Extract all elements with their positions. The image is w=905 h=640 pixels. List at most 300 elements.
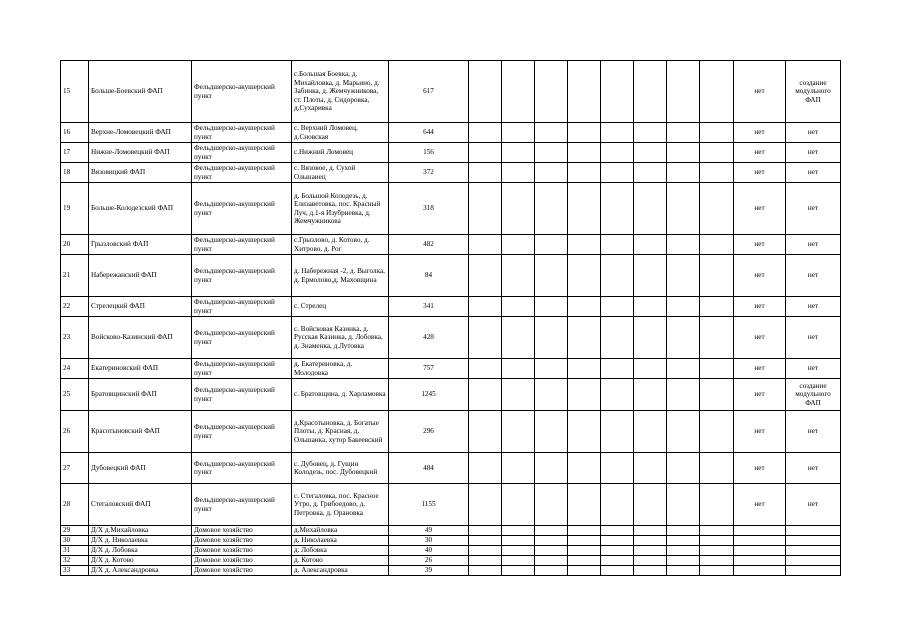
facility-name: Д/Х д.Михайловка xyxy=(89,526,192,536)
plan-cell: нет xyxy=(786,317,841,359)
plan-cell: нет xyxy=(786,163,841,183)
blank-cell xyxy=(469,143,502,163)
population: 84 xyxy=(389,255,469,297)
served-localities: с. Братовщина, д. Харламовка xyxy=(292,379,389,411)
blank-cell xyxy=(568,484,601,526)
plan-cell: нет xyxy=(786,123,841,143)
plan-cell: нет xyxy=(786,453,841,484)
table-row xyxy=(61,526,841,536)
population: 49 xyxy=(389,526,469,536)
facility-type: Домовое хозяйство xyxy=(192,566,292,576)
blank-cell xyxy=(469,484,502,526)
plan-cell xyxy=(786,566,841,576)
blank-cell xyxy=(667,359,700,379)
blank-cell xyxy=(601,546,634,556)
status-cell: нет xyxy=(734,163,786,183)
blank-cell xyxy=(568,526,601,536)
served-localities: с. Стегаловка, пос. Красное Утро, д. Грибоедово, д. Петровка, д. Орановка xyxy=(292,484,389,526)
blank-cell xyxy=(700,143,734,163)
blank-cell xyxy=(502,453,535,484)
blank-cell xyxy=(535,379,568,411)
blank-cell xyxy=(700,61,734,123)
table-row xyxy=(61,255,841,297)
table-body xyxy=(61,61,841,576)
blank-cell xyxy=(601,359,634,379)
blank-cell xyxy=(568,379,601,411)
plan-cell: нет xyxy=(786,143,841,163)
facility-type: Домовое хозяйство xyxy=(192,556,292,566)
blank-cell xyxy=(700,317,734,359)
blank-cell xyxy=(502,379,535,411)
blank-cell xyxy=(700,453,734,484)
facility-name: Верхне-Ломовецкий ФАП xyxy=(89,123,192,143)
blank-cell xyxy=(634,566,667,576)
blank-cell xyxy=(535,411,568,453)
served-localities: с.Грызлово, д. Котово, д. Хитрово, д. Рог xyxy=(292,235,389,255)
blank-cell xyxy=(667,453,700,484)
blank-cell xyxy=(469,556,502,566)
table-row xyxy=(61,163,841,183)
blank-cell xyxy=(568,255,601,297)
row-number: 27 xyxy=(61,453,89,484)
blank-cell xyxy=(700,484,734,526)
blank-cell xyxy=(535,484,568,526)
served-localities: с.Большая Боевка, д. Михайловка, д. Марьино, д. Забинка, д. Жемчужникова, ст. Плоты, д. Сидоровка, д.Сухаривка xyxy=(292,61,389,123)
population: 482 xyxy=(389,235,469,255)
blank-cell xyxy=(667,317,700,359)
blank-cell xyxy=(502,556,535,566)
blank-cell xyxy=(700,556,734,566)
blank-cell xyxy=(601,61,634,123)
facilities-table xyxy=(60,60,841,576)
table-row xyxy=(61,546,841,556)
blank-cell xyxy=(700,255,734,297)
blank-cell xyxy=(700,359,734,379)
facility-type: Фельдшерско-акушерский пункт xyxy=(192,297,292,317)
blank-cell xyxy=(601,526,634,536)
row-number: 20 xyxy=(61,235,89,255)
blank-cell xyxy=(568,235,601,255)
row-number: 32 xyxy=(61,556,89,566)
status-cell xyxy=(734,546,786,556)
blank-cell xyxy=(601,317,634,359)
blank-cell xyxy=(568,297,601,317)
blank-cell xyxy=(700,536,734,546)
blank-cell xyxy=(502,566,535,576)
blank-cell xyxy=(535,536,568,546)
population: 617 xyxy=(389,61,469,123)
blank-cell xyxy=(667,255,700,297)
blank-cell xyxy=(535,317,568,359)
blank-cell xyxy=(469,453,502,484)
blank-cell xyxy=(469,255,502,297)
blank-cell xyxy=(535,453,568,484)
facility-type: Домовое хозяйство xyxy=(192,536,292,546)
status-cell: нет xyxy=(734,143,786,163)
facility-type: Фельдшерско-акушерский пункт xyxy=(192,317,292,359)
blank-cell xyxy=(469,317,502,359)
row-number: 21 xyxy=(61,255,89,297)
blank-cell xyxy=(535,61,568,123)
facility-name: Грызловский ФАП xyxy=(89,235,192,255)
blank-cell xyxy=(634,484,667,526)
blank-cell xyxy=(502,484,535,526)
plan-cell xyxy=(786,546,841,556)
blank-cell xyxy=(502,163,535,183)
blank-cell xyxy=(469,546,502,556)
blank-cell xyxy=(568,566,601,576)
served-localities: д. Котово xyxy=(292,556,389,566)
blank-cell xyxy=(535,235,568,255)
facility-type: Фельдшерско-акушерский пункт xyxy=(192,143,292,163)
row-number: 16 xyxy=(61,123,89,143)
blank-cell xyxy=(469,297,502,317)
table-row xyxy=(61,379,841,411)
facility-name: Дубовецкий ФАП xyxy=(89,453,192,484)
blank-cell xyxy=(535,359,568,379)
blank-cell xyxy=(469,536,502,546)
blank-cell xyxy=(601,453,634,484)
table-row xyxy=(61,453,841,484)
facility-name: Д/Х д. Котово xyxy=(89,556,192,566)
row-number: 22 xyxy=(61,297,89,317)
population: 39 xyxy=(389,566,469,576)
blank-cell xyxy=(535,546,568,556)
status-cell xyxy=(734,526,786,536)
blank-cell xyxy=(667,183,700,235)
facility-type: Фельдшерско-акушерский пункт xyxy=(192,163,292,183)
plan-cell: создание модульного ФАП xyxy=(786,379,841,411)
facility-name: Д/Х д. Николаевка xyxy=(89,536,192,546)
blank-cell xyxy=(667,297,700,317)
facility-name: Д/Х д. Александровка xyxy=(89,566,192,576)
blank-cell xyxy=(634,297,667,317)
blank-cell xyxy=(601,411,634,453)
blank-cell xyxy=(502,143,535,163)
blank-cell xyxy=(667,235,700,255)
facility-name: Нижне-Ломовецкий ФАП xyxy=(89,143,192,163)
blank-cell xyxy=(700,379,734,411)
facility-name: Екатериновский ФАП xyxy=(89,359,192,379)
blank-cell xyxy=(502,526,535,536)
table-row xyxy=(61,536,841,546)
blank-cell xyxy=(502,61,535,123)
facility-type: Домовое хозяйство xyxy=(192,526,292,536)
blank-cell xyxy=(634,123,667,143)
facility-type: Фельдшерско-акушерский пункт xyxy=(192,61,292,123)
population: 1245 xyxy=(389,379,469,411)
table-row xyxy=(61,484,841,526)
row-number: 24 xyxy=(61,359,89,379)
blank-cell xyxy=(634,526,667,536)
table-row xyxy=(61,566,841,576)
blank-cell xyxy=(601,484,634,526)
facility-type: Фельдшерско-акушерский пункт xyxy=(192,411,292,453)
row-number: 23 xyxy=(61,317,89,359)
status-cell: нет xyxy=(734,235,786,255)
blank-cell xyxy=(568,317,601,359)
blank-cell xyxy=(535,255,568,297)
row-number: 18 xyxy=(61,163,89,183)
blank-cell xyxy=(502,183,535,235)
blank-cell xyxy=(568,453,601,484)
blank-cell xyxy=(634,255,667,297)
facility-name: Д/Х д. Лобовка xyxy=(89,546,192,556)
table-row xyxy=(61,556,841,566)
population: 757 xyxy=(389,359,469,379)
plan-cell: нет xyxy=(786,255,841,297)
blank-cell xyxy=(667,163,700,183)
served-localities: д. Набережная -2, д. Выголка, д. Ермолово,д. Маховщина xyxy=(292,255,389,297)
blank-cell xyxy=(634,536,667,546)
table-row xyxy=(61,143,841,163)
blank-cell xyxy=(634,317,667,359)
status-cell: нет xyxy=(734,359,786,379)
blank-cell xyxy=(502,255,535,297)
table-row xyxy=(61,61,841,123)
blank-cell xyxy=(700,297,734,317)
served-localities: д.Михайловка xyxy=(292,526,389,536)
facility-name: Набережанский ФАП xyxy=(89,255,192,297)
served-localities: д. Екатериновка, д. Молодовка xyxy=(292,359,389,379)
facility-type: Фельдшерско-акушерский пункт xyxy=(192,453,292,484)
blank-cell xyxy=(601,143,634,163)
facility-type: Домовое хозяйство xyxy=(192,546,292,556)
status-cell: нет xyxy=(734,123,786,143)
population: 644 xyxy=(389,123,469,143)
status-cell: нет xyxy=(734,61,786,123)
served-localities: с. Дубовец, д. Гущин Колодезь, пос. Дубовецкий xyxy=(292,453,389,484)
blank-cell xyxy=(634,411,667,453)
row-number: 28 xyxy=(61,484,89,526)
blank-cell xyxy=(568,143,601,163)
table-row xyxy=(61,297,841,317)
blank-cell xyxy=(535,526,568,536)
plan-cell: создание модульного ФАП xyxy=(786,61,841,123)
blank-cell xyxy=(469,163,502,183)
blank-cell xyxy=(634,61,667,123)
plan-cell: нет xyxy=(786,484,841,526)
status-cell xyxy=(734,566,786,576)
plan-cell xyxy=(786,536,841,546)
blank-cell xyxy=(535,163,568,183)
blank-cell xyxy=(601,297,634,317)
population: 372 xyxy=(389,163,469,183)
blank-cell xyxy=(502,235,535,255)
blank-cell xyxy=(634,143,667,163)
plan-cell: нет xyxy=(786,359,841,379)
blank-cell xyxy=(601,183,634,235)
status-cell: нет xyxy=(734,317,786,359)
table-row xyxy=(61,317,841,359)
row-number: 33 xyxy=(61,566,89,576)
blank-cell xyxy=(700,526,734,536)
plan-cell: нет xyxy=(786,235,841,255)
facility-type: Фельдшерско-акушерский пункт xyxy=(192,183,292,235)
blank-cell xyxy=(667,566,700,576)
blank-cell xyxy=(469,183,502,235)
table-row xyxy=(61,123,841,143)
status-cell: нет xyxy=(734,484,786,526)
served-localities: с. Войсковая Казинка, д. Русская Казинка, д. Лобовка, д. Знаменка, д.Лутовка xyxy=(292,317,389,359)
blank-cell xyxy=(700,163,734,183)
blank-cell xyxy=(568,61,601,123)
status-cell xyxy=(734,536,786,546)
blank-cell xyxy=(502,317,535,359)
blank-cell xyxy=(535,183,568,235)
blank-cell xyxy=(535,123,568,143)
blank-cell xyxy=(568,359,601,379)
blank-cell xyxy=(667,484,700,526)
blank-cell xyxy=(502,359,535,379)
blank-cell xyxy=(469,359,502,379)
blank-cell xyxy=(469,123,502,143)
row-number: 15 xyxy=(61,61,89,123)
served-localities: д. Александровка xyxy=(292,566,389,576)
blank-cell xyxy=(568,556,601,566)
plan-cell xyxy=(786,526,841,536)
population: 156 xyxy=(389,143,469,163)
blank-cell xyxy=(634,556,667,566)
status-cell: нет xyxy=(734,453,786,484)
blank-cell xyxy=(667,61,700,123)
blank-cell xyxy=(568,411,601,453)
blank-cell xyxy=(634,359,667,379)
facility-name: Вязовицкий ФАП xyxy=(89,163,192,183)
facility-type: Фельдшерско-акушерский пункт xyxy=(192,255,292,297)
blank-cell xyxy=(667,526,700,536)
blank-cell xyxy=(667,536,700,546)
blank-cell xyxy=(634,453,667,484)
row-number: 29 xyxy=(61,526,89,536)
served-localities: д. Николаевка xyxy=(292,536,389,546)
table-row xyxy=(61,235,841,255)
blank-cell xyxy=(568,123,601,143)
blank-cell xyxy=(634,235,667,255)
population: 341 xyxy=(389,297,469,317)
status-cell: нет xyxy=(734,297,786,317)
blank-cell xyxy=(502,297,535,317)
plan-cell: нет xyxy=(786,297,841,317)
blank-cell xyxy=(502,411,535,453)
blank-cell xyxy=(700,123,734,143)
blank-cell xyxy=(535,297,568,317)
population: 296 xyxy=(389,411,469,453)
blank-cell xyxy=(601,566,634,576)
blank-cell xyxy=(469,379,502,411)
facility-type: Фельдшерско-акушерский пункт xyxy=(192,123,292,143)
population: 428 xyxy=(389,317,469,359)
blank-cell xyxy=(535,143,568,163)
facility-name: Стрелецкий ФАП xyxy=(89,297,192,317)
facility-name: Больше-Боевский ФАП xyxy=(89,61,192,123)
blank-cell xyxy=(568,546,601,556)
population: 1155 xyxy=(389,484,469,526)
blank-cell xyxy=(634,183,667,235)
blank-cell xyxy=(700,411,734,453)
population: 484 xyxy=(389,453,469,484)
served-localities: с. Вязовое, д. Сухой Ольшанец xyxy=(292,163,389,183)
blank-cell xyxy=(634,163,667,183)
row-number: 31 xyxy=(61,546,89,556)
blank-cell xyxy=(469,411,502,453)
blank-cell xyxy=(601,163,634,183)
plan-cell: нет xyxy=(786,183,841,235)
status-cell: нет xyxy=(734,183,786,235)
table-row xyxy=(61,183,841,235)
status-cell: нет xyxy=(734,411,786,453)
table-row xyxy=(61,411,841,453)
blank-cell xyxy=(502,123,535,143)
served-localities: с. Стрелец xyxy=(292,297,389,317)
blank-cell xyxy=(502,536,535,546)
row-number: 17 xyxy=(61,143,89,163)
blank-cell xyxy=(601,235,634,255)
blank-cell xyxy=(700,546,734,556)
served-localities: с. Верхний Ломовец, д.Сновская xyxy=(292,123,389,143)
blank-cell xyxy=(469,235,502,255)
blank-cell xyxy=(601,255,634,297)
blank-cell xyxy=(601,536,634,546)
row-number: 30 xyxy=(61,536,89,546)
served-localities: д. Большой Колодезь, д. Елизаветовка, пос. Красный Луч, д.1-я Изубриевка, д. Жемчужникова xyxy=(292,183,389,235)
blank-cell xyxy=(667,143,700,163)
facility-name: Красотыновский ФАП xyxy=(89,411,192,453)
row-number: 25 xyxy=(61,379,89,411)
blank-cell xyxy=(502,546,535,556)
blank-cell xyxy=(601,379,634,411)
facility-type: Фельдшерско-акушерский пункт xyxy=(192,359,292,379)
blank-cell xyxy=(700,566,734,576)
facility-name: Войсково-Казинский ФАП xyxy=(89,317,192,359)
population: 26 xyxy=(389,556,469,566)
blank-cell xyxy=(667,379,700,411)
blank-cell xyxy=(667,556,700,566)
row-number: 26 xyxy=(61,411,89,453)
blank-cell xyxy=(700,235,734,255)
facility-type: Фельдшерско-акушерский пункт xyxy=(192,235,292,255)
blank-cell xyxy=(469,61,502,123)
blank-cell xyxy=(535,556,568,566)
blank-cell xyxy=(469,566,502,576)
blank-cell xyxy=(469,526,502,536)
status-cell: нет xyxy=(734,379,786,411)
facility-name: Братовщинский ФАП xyxy=(89,379,192,411)
blank-cell xyxy=(667,411,700,453)
plan-cell: нет xyxy=(786,411,841,453)
blank-cell xyxy=(568,183,601,235)
plan-cell xyxy=(786,556,841,566)
facility-type: Фельдшерско-акушерский пункт xyxy=(192,379,292,411)
blank-cell xyxy=(568,536,601,546)
blank-cell xyxy=(634,379,667,411)
status-cell xyxy=(734,556,786,566)
row-number: 19 xyxy=(61,183,89,235)
population: 40 xyxy=(389,546,469,556)
status-cell: нет xyxy=(734,255,786,297)
facility-name: Больше-Колодезский ФАП xyxy=(89,183,192,235)
served-localities: д. Лобовка xyxy=(292,546,389,556)
facility-type: Фельдшерско-акушерский пункт xyxy=(192,484,292,526)
population: 318 xyxy=(389,183,469,235)
population: 30 xyxy=(389,536,469,546)
blank-cell xyxy=(601,123,634,143)
served-localities: д.Красотыновка, д. Богатые Плоты, д. Красная, д. Ольшанка, хутор Бакеевский xyxy=(292,411,389,453)
served-localities: с.Нижний Ломовец xyxy=(292,143,389,163)
blank-cell xyxy=(535,566,568,576)
blank-cell xyxy=(601,556,634,566)
table-row xyxy=(61,359,841,379)
